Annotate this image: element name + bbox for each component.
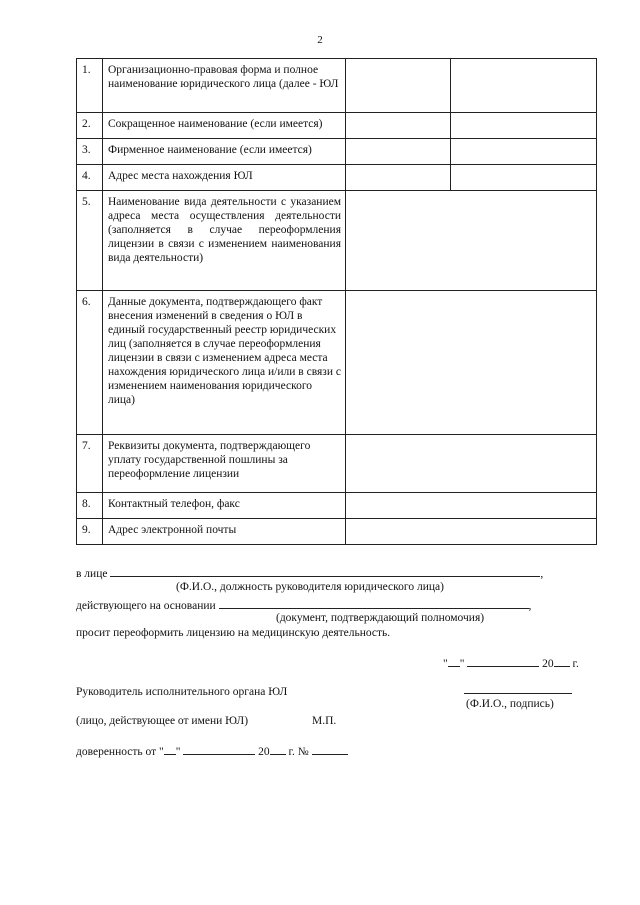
value-cell[interactable] — [451, 59, 597, 113]
month-field[interactable] — [467, 655, 539, 667]
table-row — [77, 291, 597, 435]
basis-document-field[interactable] — [219, 597, 529, 609]
year-prefix: 20 — [542, 658, 554, 670]
proxy-month-field[interactable] — [183, 743, 255, 755]
fio-caption: (Ф.И.О., должность руководителя юридического лица) — [176, 581, 444, 593]
row-number: 4. — [77, 165, 103, 191]
date-quote-close: " — [459, 658, 465, 670]
in-person-label: в лице — [76, 568, 108, 580]
proxy-line — [76, 743, 348, 758]
row-number: 3. — [77, 139, 103, 165]
row-number: 6. — [77, 291, 103, 435]
table-row — [77, 165, 597, 191]
row-number: 2. — [77, 113, 103, 139]
page-number: 2 — [317, 34, 323, 46]
acting-basis-label: действующего на основании — [76, 600, 216, 612]
acting-person-label: (лицо, действующее от имени ЮЛ) — [76, 715, 249, 727]
date-line — [443, 655, 579, 670]
row-label: Реквизиты документа, подтверждающего уплату государственной пошлины за переоформление лицензии — [103, 435, 346, 493]
application-table — [76, 58, 597, 545]
fio-field[interactable] — [110, 565, 540, 577]
value-cell[interactable] — [346, 435, 597, 493]
year-field[interactable] — [554, 655, 570, 667]
proxy-day-field[interactable] — [164, 743, 176, 755]
table-row — [77, 191, 597, 291]
proxy-year-field[interactable] — [270, 743, 286, 755]
value-cell[interactable] — [346, 519, 597, 545]
value-cell[interactable] — [346, 291, 597, 435]
table-row — [77, 139, 597, 165]
proxy-label: доверенность от " — [76, 746, 164, 758]
table-row — [77, 519, 597, 545]
row-number: 7. — [77, 435, 103, 493]
row-label: Сокращенное наименование (если имеется) — [103, 113, 346, 139]
document-caption: (документ, подтверждающий полномочия) — [276, 612, 485, 624]
row-number: 9. — [77, 519, 103, 545]
proxy-number-field[interactable] — [312, 743, 348, 755]
row-number: 8. — [77, 493, 103, 519]
in-person-line — [76, 565, 543, 580]
table-row — [77, 435, 597, 493]
proxy-year-prefix: 20 — [258, 746, 270, 758]
day-field[interactable] — [448, 655, 460, 667]
table-row — [77, 113, 597, 139]
signature-caption: (Ф.И.О., подпись) — [466, 698, 554, 710]
date-quote-open: " — [443, 658, 448, 670]
row-label: Данные документа, подтверждающего факт внесения изменений в сведения о ЮЛ в единый государственный реестр юридических лиц (заполняется в случае переоформления лицензии в связи с изменением адреса места нахождения юридического лица и/или в связи с изменением наименования юридического лица) — [103, 291, 346, 435]
year-suffix: г. — [572, 658, 579, 670]
proxy-quote-close: " — [175, 746, 181, 758]
signature-field[interactable] — [464, 693, 572, 694]
row-label: Фирменное наименование (если имеется) — [103, 139, 346, 165]
row-number: 1. — [77, 59, 103, 113]
row-label: Адрес места нахождения ЮЛ — [103, 165, 346, 191]
in-person-comma: , — [540, 568, 544, 580]
value-cell[interactable] — [346, 59, 451, 113]
row-label: Организационно-правовая форма и полное наименование юридического лица (далее - ЮЛ — [103, 59, 346, 113]
proxy-number-label: г. № — [288, 746, 309, 758]
acting-basis-line — [76, 597, 531, 612]
value-cell[interactable] — [346, 165, 451, 191]
row-label: Контактный телефон, факс — [103, 493, 346, 519]
head-label: Руководитель исполнительного органа ЮЛ — [76, 686, 288, 698]
request-text: просит переоформить лицензию на медицинскую деятельность. — [76, 627, 391, 639]
seal-label: М.П. — [312, 715, 337, 727]
value-cell[interactable] — [346, 139, 451, 165]
acting-basis-comma: , — [528, 600, 532, 612]
value-cell[interactable] — [346, 113, 451, 139]
value-cell[interactable] — [451, 113, 597, 139]
row-label: Адрес электронной почты — [103, 519, 346, 545]
value-cell[interactable] — [346, 191, 597, 291]
value-cell[interactable] — [346, 493, 597, 519]
value-cell[interactable] — [451, 165, 597, 191]
value-cell[interactable] — [451, 139, 597, 165]
table-row — [77, 493, 597, 519]
row-number: 5. — [77, 191, 103, 291]
table-row — [77, 59, 597, 113]
row-label: Наименование вида деятельности с указанием адреса места осуществления деятельности (заполняется в случае переоформления лицензии в связи с изменением наименования вида деятельности) — [103, 191, 346, 291]
